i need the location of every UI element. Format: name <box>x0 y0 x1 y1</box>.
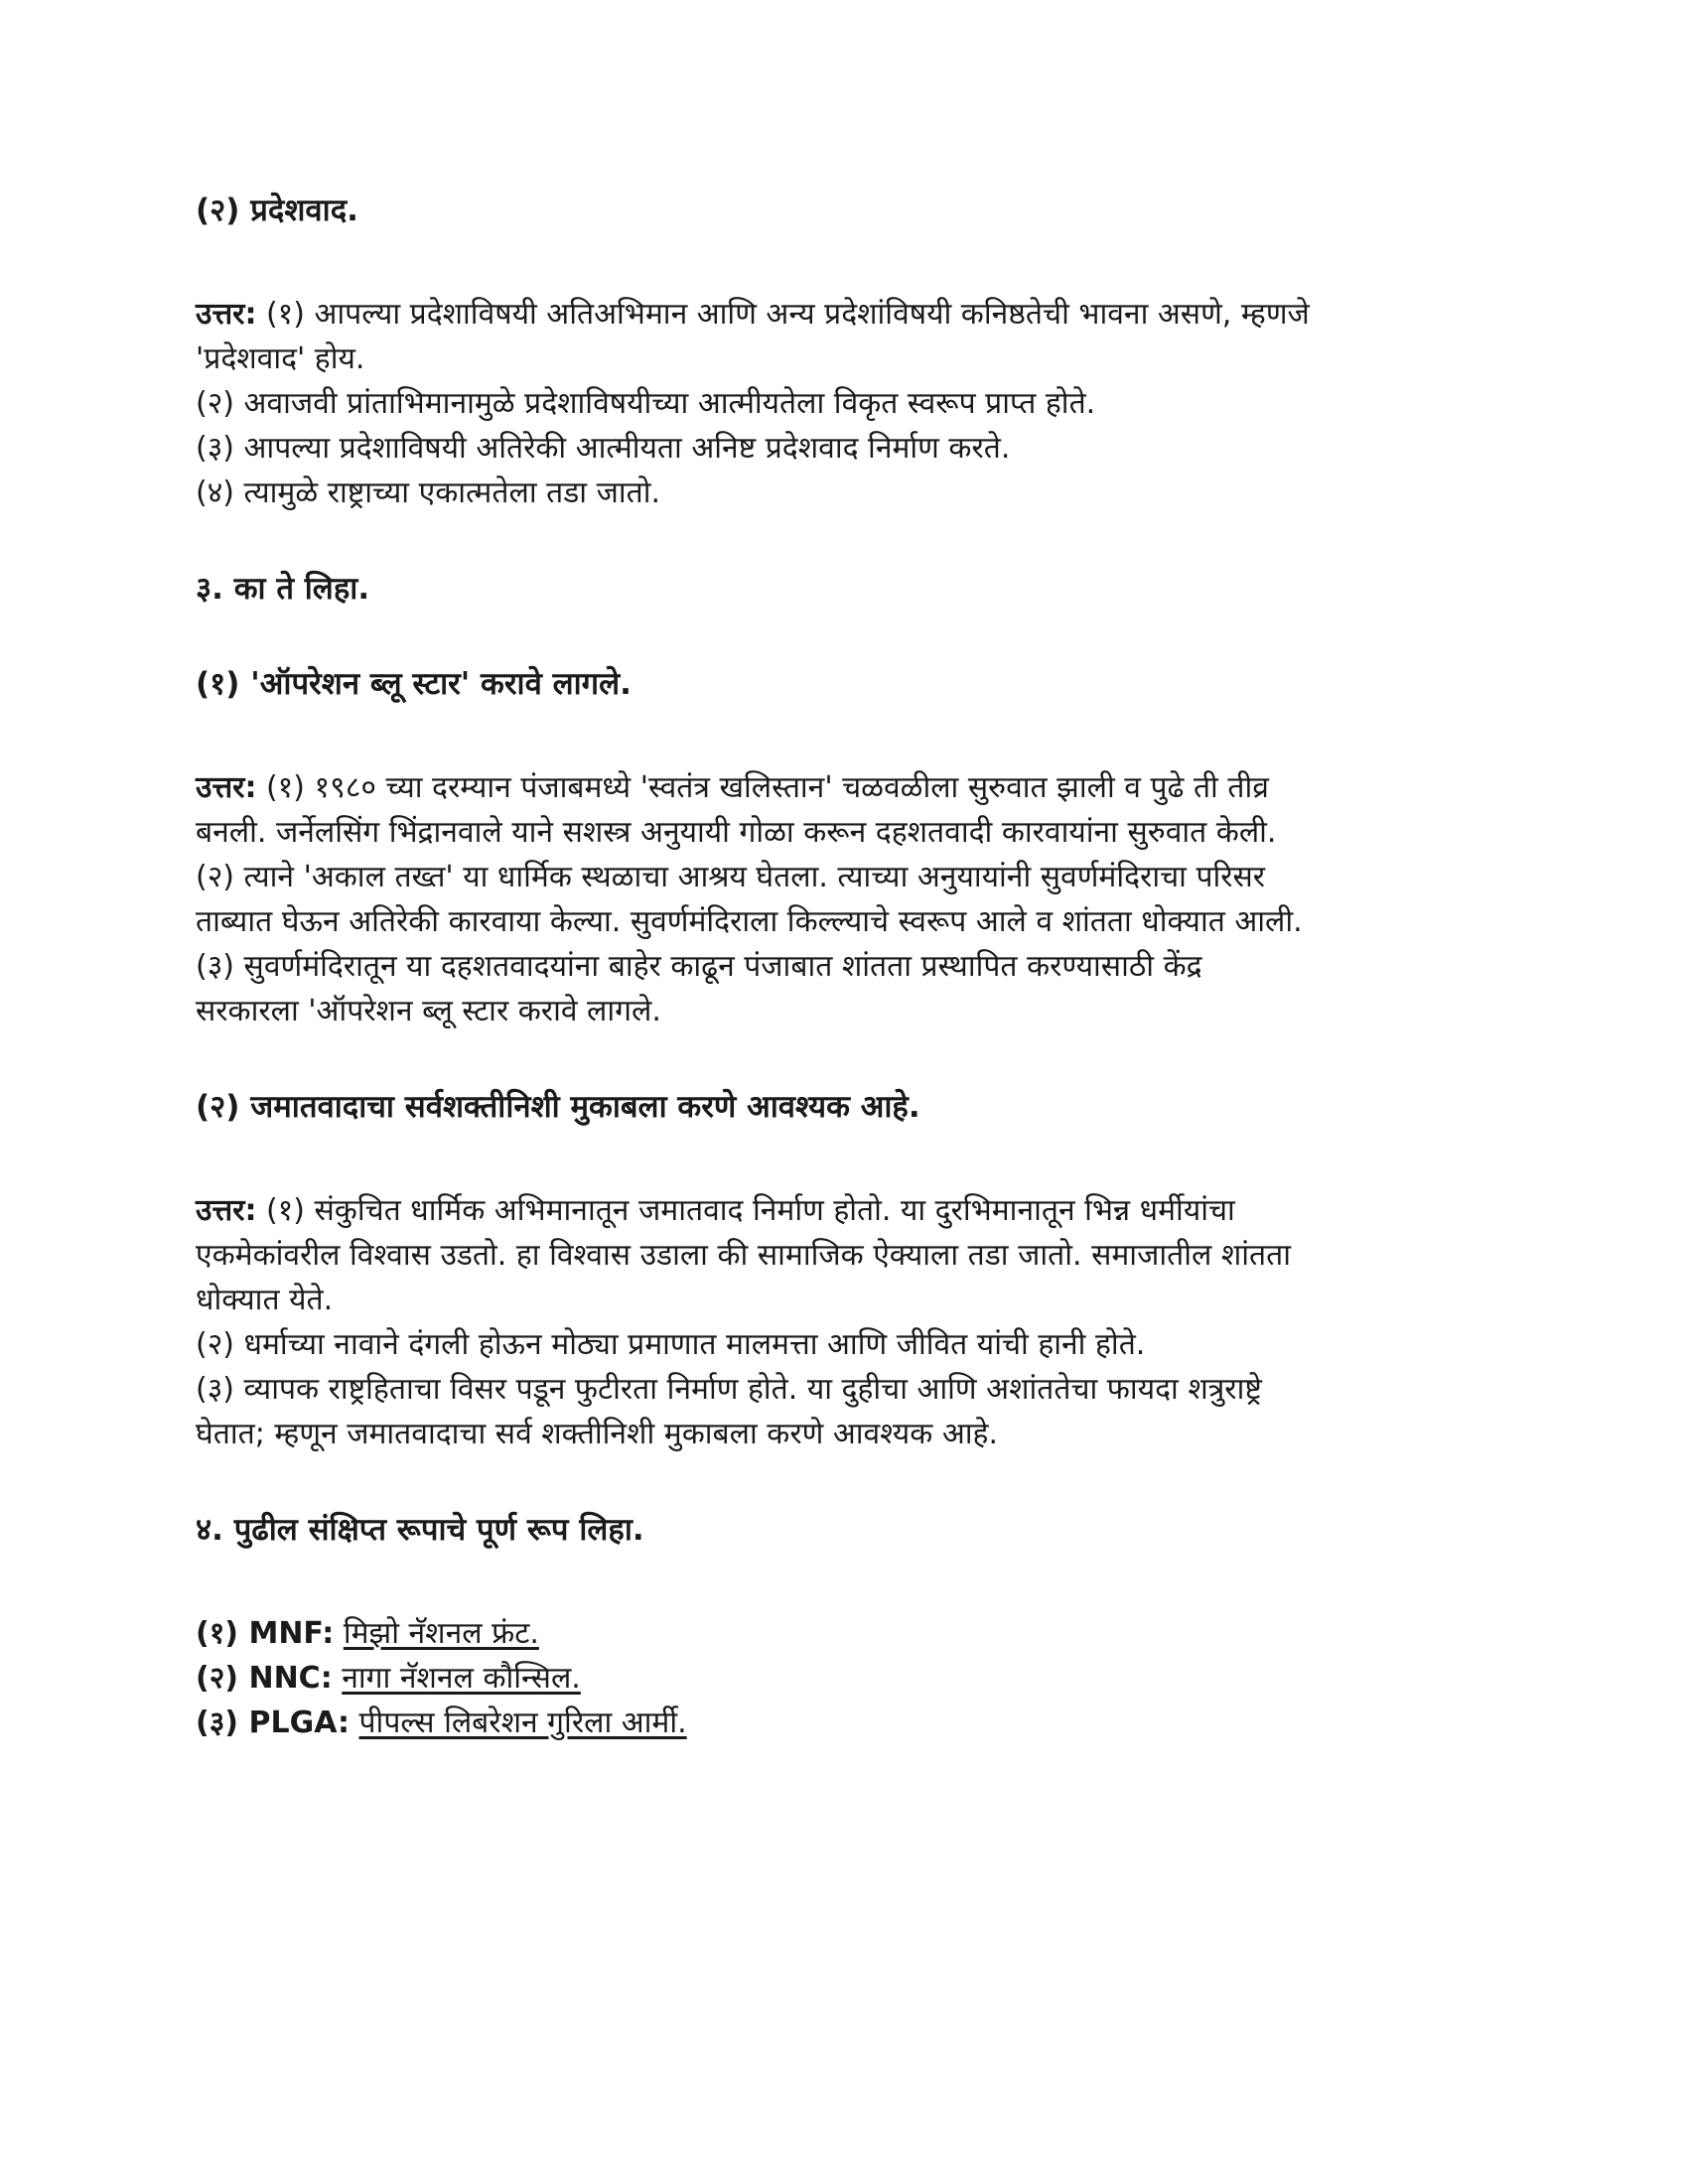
question-heading-operation-blue-star: (१) 'ऑपरेशन ब्लू स्टार' करावे लागले. <box>196 666 632 702</box>
abbreviation-list <box>196 1611 1516 1745</box>
abbreviation-item <box>196 1656 1516 1701</box>
answer-line <box>196 1188 1516 1233</box>
abbreviation-key: (३) PLGA: <box>196 1706 350 1740</box>
abbreviation-value: मिझो नॅशनल फ्रंट. <box>343 1616 539 1651</box>
answer-line: (३) व्यापक राष्ट्रहिताचा विसर पडून फुटीरता निर्माण होते. या दुहीचा आणि अशांततेचा फायदा शत्रुराष्ट्रे <box>196 1372 1262 1407</box>
abbreviation-item <box>196 1611 1516 1656</box>
answer-text: (१) संकुचित धार्मिक अभिमानातून जमातवाद निर्माण होतो. या दुरभिमानातून भिन्न धर्मीयांचा <box>256 1193 1235 1228</box>
answer-line: (२) त्याने 'अकाल तख्त' या धार्मिक स्थळाचा आश्रय घेतला. त्याच्या अनुयायांनी सुवर्णमंदिराचा परिसर <box>196 860 1266 894</box>
answer-line: घेतात; म्हणून जमातवादाचा सर्व शक्तीनिशी मुकाबला करणे आवश्यक आहे. <box>196 1417 999 1451</box>
answer-line: (२) अवाजवी प्रांताभिमानामुळे प्रदेशाविषयीच्या आत्मीयतेला विकृत स्वरूप प्राप्त होते. <box>196 386 1096 421</box>
answer-line: (२) धर्माच्या नावाने दंगली होऊन मोठ्या प्रमाणात मालमत्ता आणि जीवित यांची हानी होते. <box>196 1327 1146 1362</box>
answer-line: एकमेकांवरील विश्वास उडतो. हा विश्वास उडाला की सामाजिक ऐक्याला तडा जातो. समाजातील शांतता <box>196 1238 1291 1273</box>
abbreviation-value: पीपल्स लिबरेशन गुरिला आर्मी. <box>358 1706 687 1740</box>
answer-label: उत्तर: <box>196 297 257 332</box>
answer-line <box>196 765 1516 810</box>
abbreviation-key: (१) MNF: <box>196 1616 335 1651</box>
abbreviation-key: (२) NNC: <box>196 1661 333 1696</box>
answer-line: (३) सुवर्णमंदिरातून या दहशतवादयांना बाहेर काढून पंजाबात शांतता प्रस्थापित करण्यासाठी केंद्र <box>196 949 1202 984</box>
abbreviation-item <box>196 1701 1516 1745</box>
document-page <box>196 189 1516 1745</box>
answer-operation-blue-star <box>196 765 1516 1033</box>
section-heading-full-forms: ४. पुढील संक्षिप्त रूपाचे पूर्ण रूप लिहा. <box>196 1512 644 1548</box>
question-heading-communalism: (२) जमातवादाचा सर्वशक्तीनिशी मुकाबला करणे आवश्यक आहे. <box>196 1089 920 1125</box>
answer-line: (४) त्यामुळे राष्ट्राच्या एकात्मतेला तडा जातो. <box>196 476 661 510</box>
answer-label: उत्तर: <box>196 770 257 805</box>
answer-line: बनली. जर्नेलसिंग भिंद्रानवाले याने सशस्त्र अनुयायी गोळा करून दहशतवादी कारवायांना सुरुवात केली. <box>196 815 1277 850</box>
answer-line: धोक्यात येते. <box>196 1283 334 1317</box>
answer-regionalism <box>196 292 1516 515</box>
answer-line: सरकारला 'ऑपरेशन ब्लू स्टार करावे लागले. <box>196 994 661 1028</box>
answer-label: उत्तर: <box>196 1193 257 1228</box>
answer-line: ताब्यात घेऊन अतिरेकी कारवाया केल्या. सुवर्णमंदिराला किल्ल्याचे स्वरूप आले व शांतता धोक्यात आली. <box>196 904 1303 939</box>
answer-line <box>196 292 1516 337</box>
abbreviation-value: नागा नॅशनल कौन्सिल. <box>342 1661 581 1696</box>
answer-communalism <box>196 1188 1516 1456</box>
answer-text: (१) आपल्या प्रदेशाविषयी अतिअभिमान आणि अन्य प्रदेशांविषयी कनिष्ठतेची भावना असणे, म्हणजे <box>256 297 1310 332</box>
answer-line: (३) आपल्या प्रदेशाविषयी अतिरेकी आत्मीयता अनिष्ट प्रदेशवाद निर्माण करते. <box>196 431 1011 466</box>
answer-line: 'प्रदेशवाद' होय. <box>196 341 365 376</box>
section-heading-give-reasons: ३. का ते लिहा. <box>196 571 370 607</box>
answer-text: (१) १९८० च्या दरम्यान पंजाबमध्ये 'स्वतंत्र खलिस्तान' चळवळीला सुरुवात झाली व पुढे ती तीव्र <box>256 770 1269 805</box>
question-heading-regionalism: (२) प्रदेशवाद. <box>196 193 358 228</box>
